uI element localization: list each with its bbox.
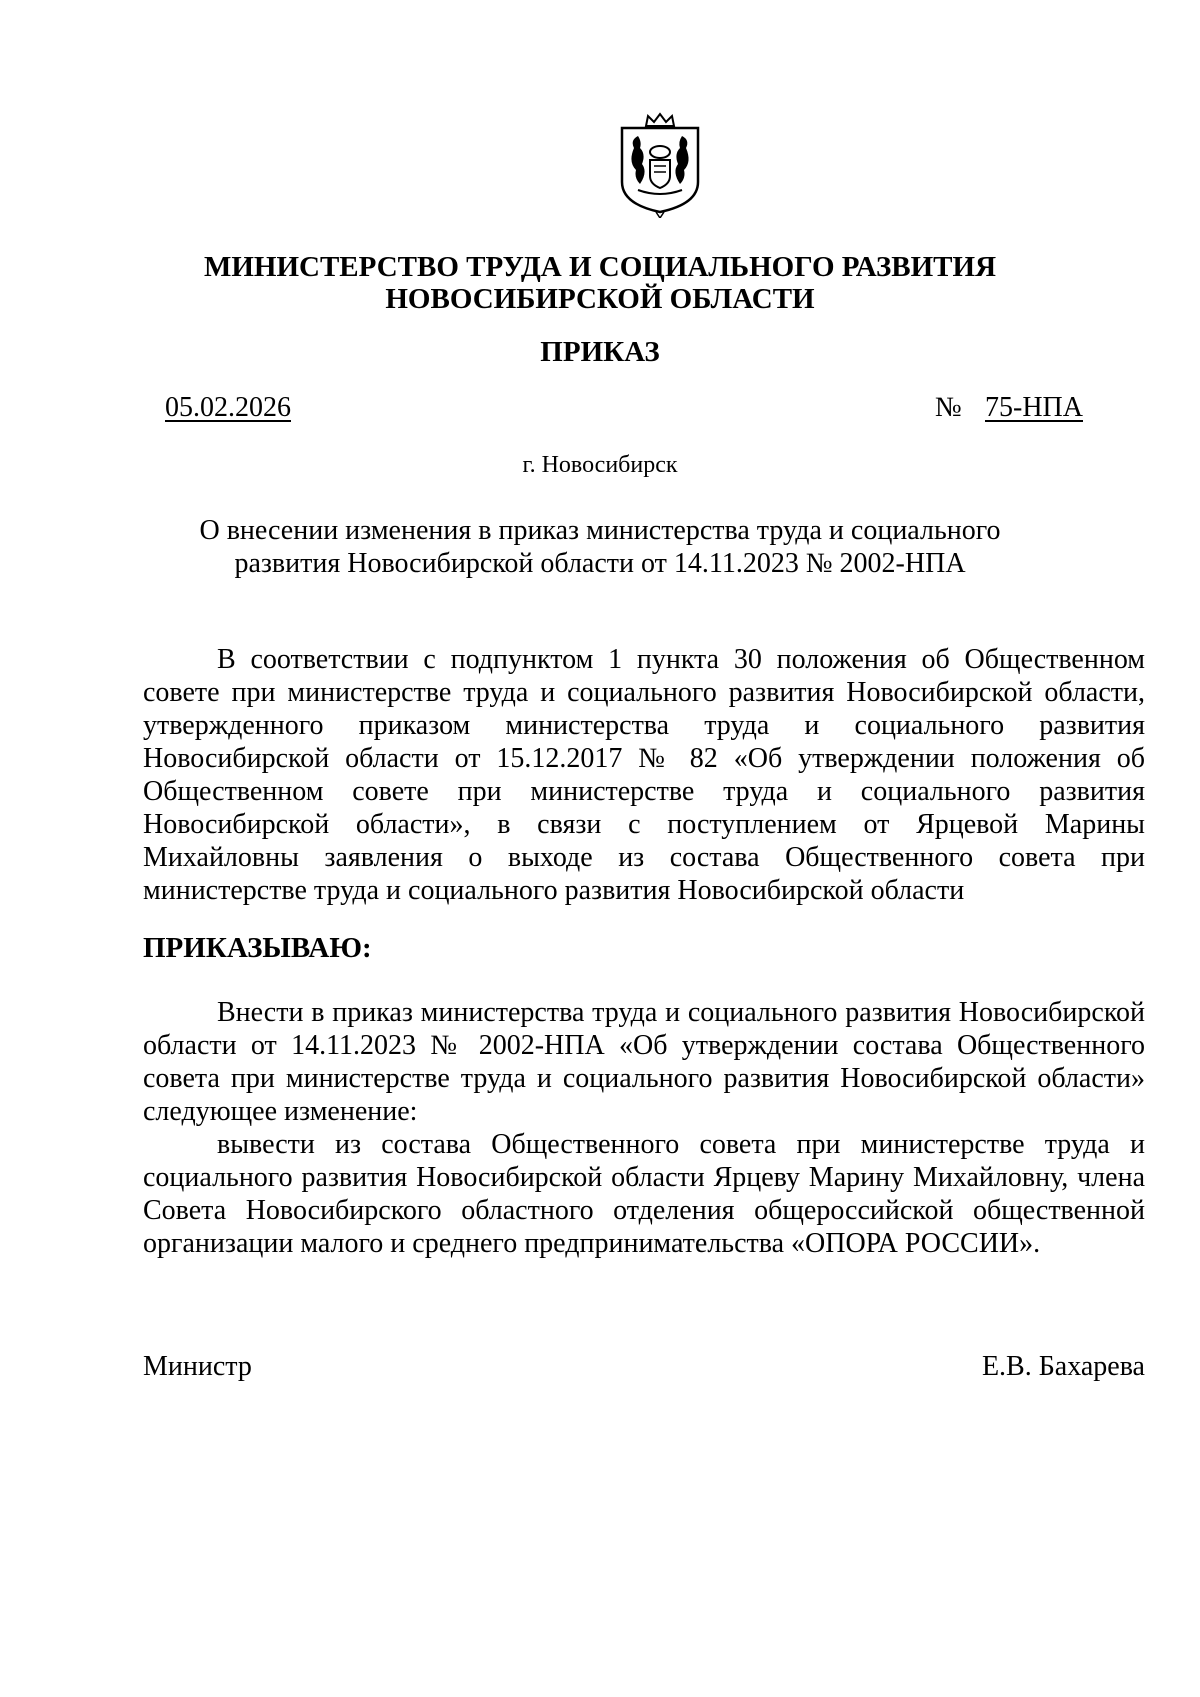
order-line: совета при министерстве труда и социального развития Новосибирской области» (143, 1063, 1145, 1094)
order-line: следующее изменение: (143, 1096, 418, 1127)
signatory-position: Министр (143, 1351, 252, 1382)
preamble-line: Новосибирской области», в связи с поступлением от Ярцевой Марины (143, 809, 1145, 840)
preamble-line: утвержденного приказом министерства труда и социального развития (143, 710, 1145, 741)
preamble-line: В соответствии с подпунктом 1 пункта 30 положения об Общественном (217, 644, 1145, 675)
order-item-line: вывести из состава Общественного совета при министерстве труда и (217, 1129, 1145, 1160)
ministry-name-line1: МИНИСТЕРСТВО ТРУДА И СОЦИАЛЬНОГО РАЗВИТИЯ (203, 251, 997, 283)
order-item-line: организации малого и среднего предпринимательства «ОПОРА РОССИИ». (143, 1228, 1041, 1259)
document-date: 05.02.2026 (165, 392, 291, 423)
document-number: 75-НПА (985, 392, 1083, 423)
preamble-line: министерстве труда и социального развития Новосибирской области (143, 875, 965, 906)
order-line: Внести в приказ министерства труда и социального развития Новосибирской (217, 997, 1145, 1028)
number-sign: № (935, 392, 962, 423)
preamble-line: Новосибирской области от 15.12.2017 № 82 «Об утверждении положения об (143, 743, 1145, 774)
subject-line: О внесении изменения в приказ министерства труда и социального (199, 515, 1001, 546)
preamble-line: Михайловны заявления о выходе из состава Общественного совета при (143, 842, 1145, 873)
order-line: области от 14.11.2023 № 2002-НПА «Об утверждении состава Общественного (143, 1030, 1145, 1061)
preamble-line: совете при министерстве труда и социального развития Новосибирской области, (143, 677, 1145, 708)
signatory-name: Е.В. Бахарева (981, 1351, 1145, 1382)
document-city: г. Новосибирск (522, 452, 678, 478)
subject-line: развития Новосибирской области от 14.11.2023 № 2002-НПА (234, 548, 966, 579)
document-type: ПРИКАЗ (540, 336, 660, 368)
order-word: ПРИКАЗЫВАЮ: (143, 932, 372, 964)
ministry-name-line2: НОВОСИБИРСКОЙ ОБЛАСТИ (385, 283, 815, 315)
novosibirsk-coat-of-arms-icon (612, 112, 708, 218)
order-item-line: Совета Новосибирского областного отделения общероссийской общественной (143, 1195, 1145, 1226)
order-item-line: социального развития Новосибирской области Ярцеву Марину Михайловну, члена (143, 1162, 1145, 1193)
preamble-line: Общественном совете при министерстве труда и социального развития (143, 776, 1145, 807)
